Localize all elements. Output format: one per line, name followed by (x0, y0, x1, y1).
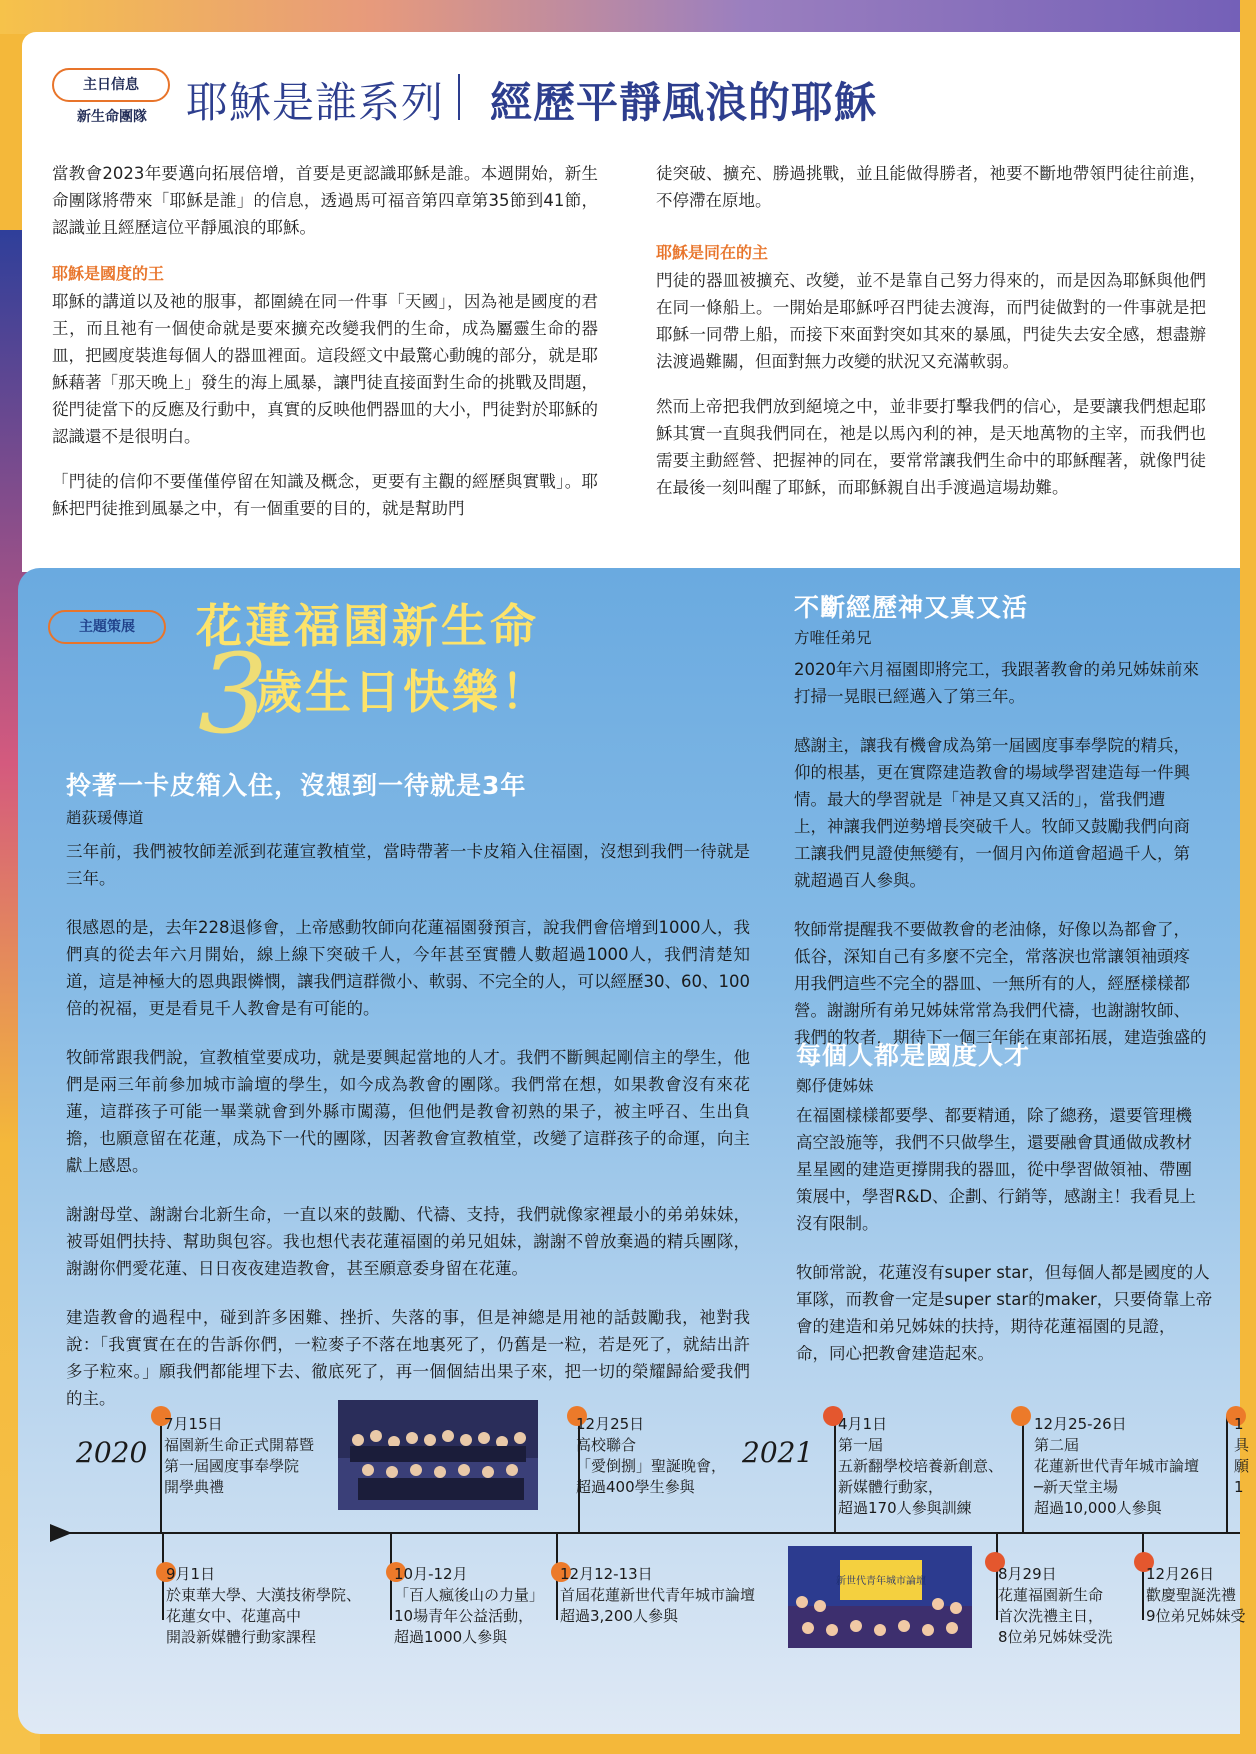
handwritten-number: 3 (198, 630, 268, 758)
timeline-event: 12月26日 歡慶聖誕洗禮 9位弟兄姊妹受 (1146, 1565, 1246, 1625)
paragraph: 然而上帝把我們放到絕境之中，並非要打擊我們的信心，是要讓我們想起耶穌其實一直與我們同在，祂是以馬內利的神，是天地萬物的主宰，而我們也需要主動經營、把握神的同在，要常常讓我們生命中的耶穌醒著，就像門徒在最後一刻叫醒了耶穌，而耶穌親自出手渡過這場劫難。 (656, 397, 1206, 497)
event-photo (788, 1546, 972, 1648)
timeline-tick (1142, 1534, 1144, 1620)
timeline-event: 12月25日 高校聯合 「愛倒捌」聖誕晚會， 超過400學生參與 (576, 1415, 727, 1496)
section-pill: 主日信息 (52, 68, 170, 102)
story-title: 每個人都是國度人才 (796, 1041, 1031, 1070)
timeline-dot (1011, 1406, 1031, 1426)
year-label: 2020 (76, 1436, 148, 1469)
page-title: 經歷平靜風浪的耶穌 (490, 78, 878, 127)
story-title: 不斷經歷神又真又活 (794, 593, 1029, 622)
text-line: 牧師常提醒我不要做教會的老油條，好像以為都會了， (794, 920, 1190, 939)
banner-text: 新世代青年城市論壇 (836, 1576, 926, 1587)
story-author: 趙荻瑗傳道 (66, 809, 144, 827)
paragraph: 牧師常跟我們說，宣教植堂要成功，就是要興起當地的人才。我們不斷興起剛信主的學生，他們是兩三年前參加城市論壇的學生，如今成為教會的團隊。我們常在想，如果教會沒有來花蓮，這群孩子可能一畢業就會到外縣市闖蕩，但他們是教會初熟的果子，被主呼召、生出負擔，也願意留在花蓮，成為下一代的團隊，因著教會宣教植堂，改變了這群孩子的命運，向主獻上感恩。 (66, 1048, 750, 1175)
paragraph: 很感恩的是，去年228退修會，上帝感動牧師向花蓮福園發預言，說我們會倍增到1000人，我們真的從去年六月開始，線上線下突破千人，今年甚至實體人數超過1000人，我們清楚知道，這是神極大的恩典跟憐憫，讓我們這群微小、軟弱、不完全的人，可以經歷30、60、100倍的祝福，更是看見千人教會是有可能的。 (66, 918, 750, 1018)
text-line: 打掃一晃眼已經邁入了第三年。 (794, 687, 1025, 706)
article-column-right (656, 160, 1206, 501)
paragraph: 建造教會的過程中，碰到許多困難、挫折、失落的事，但是神總是用祂的話鼓勵我，祂對我說：「我實實在在的告訴你們，一粒麥子不落在地裏死了，仍舊是一粒，若是死了，就結出許多子粒來。」願我們都能埋下去、徹底死了，再一個個結出果子來，把一切的榮耀歸給愛我們的主。 (66, 1308, 750, 1408)
timeline-event: 10月-12月 「百人瘋後山の力量」 10場青年公益活動， 超過1000人參與 (394, 1565, 545, 1646)
timeline-event: 1 具 願 1 (1234, 1415, 1250, 1496)
timeline-event: 7月15日 福園新生命正式開幕暨 第一屆國度事奉學院 開學典禮 (164, 1415, 315, 1496)
timeline-event: 8月29日 花蓮福園新生命 首次洗禮主日， 8位弟兄姊妹受洗 (998, 1565, 1113, 1646)
timeline-tick (834, 1416, 836, 1532)
text-line: 在福園樣樣都要學、都要精通，除了總務，還要管理機 (796, 1106, 1192, 1125)
text-line: 感謝主，讓我有機會成為第一屆國度事奉學院的精兵， (794, 736, 1190, 755)
article-column-left (52, 160, 598, 522)
year-label: 2021 (742, 1436, 814, 1469)
paragraph: 門徒的器皿被擴充、改變，並不是靠自己努力得來的，而是因為耶穌與他們在同一條船上。一開始是耶穌呼召門徒去渡海，而門徒做對的一件事就是把耶穌一同帶上船，而接下來面對突如其來的暴風，門徒失去安全感，想盡辦法渡過難關，但面對無力改變的狀況又充滿軟弱。 (656, 271, 1206, 371)
title-divider (458, 74, 460, 120)
paragraph: 「門徒的信仰不要僅僅停留在知識及概念，更要有主觀的經歷與實戰」。耶穌把門徒推到風暴之中，有一個重要的目的，就是幫助門 (52, 472, 598, 518)
story-body (796, 1102, 1256, 1367)
timeline-event: 4月1日 第一屆 五新翻學校培養新創意、 新媒體行動家， 超過170人參與訓練 (838, 1415, 1004, 1517)
text-line: 用我們這些不完全的器皿、一無所有的人，經歷樣樣都 (794, 974, 1190, 993)
timeline-tick (160, 1416, 162, 1532)
subheading-presence: 耶穌是同在的主 (656, 243, 769, 262)
intro-paragraph: 當教會2023年要邁向拓展倍增，首要是更認識耶穌是誰。本週開始，新生命團隊將帶來「耶穌是誰」的信息，透過馬可福音第四章第35節到41節，認識並且經歷這位平靜風浪的耶穌。 (52, 164, 598, 237)
story-title: 拎著一卡皮箱入住，沒想到一待就是3年 (66, 771, 527, 800)
text-line: 策展中，學習R&D、企劃、行銷等，感謝主！我看見上 (796, 1187, 1197, 1206)
timeline-tick (1022, 1416, 1024, 1532)
text-line: 沒有限制。 (796, 1214, 879, 1233)
feature-pill: 主題策展 (48, 610, 166, 644)
story-author: 鄭伃倢姊妹 (796, 1077, 874, 1095)
text-line: 情。最大的學習就是「神是又真又活的」，當我們遭 (794, 790, 1166, 809)
text-line: 命，同心把教會建造起來。 (796, 1344, 994, 1363)
story-author: 方唯任弟兄 (794, 629, 872, 647)
paragraph: 謝謝母堂、謝謝台北新生命，一直以來的鼓勵、代禱、支持，我們就像家裡最小的弟弟妹妹，被哥姐們扶持、幫助與包容。我也想代表花蓮福園的弟兄姐妹，謝謝不曾放棄過的精兵團隊，謝謝你們愛花蓮、日日夜夜建造教會，甚至願意委身留在花蓮。 (66, 1205, 750, 1278)
text-line: 軍隊，而教會一定是super star的maker，只要倚靠上帝 (796, 1290, 1213, 1309)
text-line: 營。謝謝所有弟兄姊妹常常為我們代禱，也謝謝牧師、 (794, 1001, 1190, 1020)
text-line: 會的建造和弟兄姊妹的扶持，期待花蓮福園的見證， (796, 1317, 1176, 1336)
paragraph: 三年前，我們被牧師差派到花蓮宣教植堂，當時帶著一卡皮箱入住福園，沒想到我們一待就是三年。 (66, 842, 750, 888)
team-name: 新生命團隊 (77, 109, 147, 125)
timeline-tick (1226, 1416, 1228, 1532)
feature-title-line2: 歲生日快樂！ (256, 665, 550, 719)
text-line: 就超過百人參與。 (794, 871, 926, 890)
paragraph: 耶穌的講道以及祂的服事，都圍繞在同一件事「天國」，因為祂是國度的君王，而且祂有一個使命就是要來擴充改變我們的生命，成為屬靈生命的器皿，把國度裝進每個人的器皿裡面。這段經文中最驚心動魄的部分，就是耶穌藉著「那天晚上」發生的海上風暴，讓門徒直接面對生命的挑戰及問題，從門徒當下的反應及行動中，真實的反映他們器皿的大小，門徒對於耶穌的認識還不是很明白。 (52, 292, 598, 446)
text-line: 高空設施等，我們不只做學生，還要融會貫通做成教材 (796, 1133, 1192, 1152)
text-line: 2020年六月福園即將完工，我跟著教會的弟兄姊妹前來 (794, 660, 1199, 679)
series-title: 耶穌是誰系列 (186, 78, 445, 127)
timeline-event: 12月12-13日 首屆花蓮新世代青年城市論壇 超過3,200人參與 (560, 1565, 756, 1625)
event-photo (338, 1400, 538, 1510)
text-line: 低谷，深知自己有多麼不完全，常落淚也常讓領袖頭疼 (794, 947, 1190, 966)
story-body (66, 838, 750, 1412)
text-line: 工讓我們見證使無變有，一個月內佈道會超過千人，第 (794, 844, 1190, 863)
story-body (794, 656, 1254, 1051)
subheading-king: 耶穌是國度的王 (52, 264, 165, 283)
text-line: 我們的牧者，期待下一個三年能在東部拓展，建造強盛的 (794, 1028, 1207, 1047)
text-line: 牧師常說，花蓮沒有super star，但每個人都是國度的人 (796, 1263, 1210, 1282)
top-gradient-band (0, 0, 1240, 34)
text-line: 星星國的建造更撐開我的器皿，從中學習做領袖、帶團 (796, 1160, 1192, 1179)
text-line: 上，神讓我們逆勢增長突破千人。牧師又鼓勵我們向商 (794, 817, 1190, 836)
text-line: 仰的根基，更在實際建造教會的場域學習建造每一件興 (794, 763, 1190, 782)
paragraph: 徒突破、擴充、勝過挑戰，並且能做得勝者，祂要不斷地帶領門徒往前進，不停滯在原地。 (656, 164, 1206, 210)
feature-title-line1: 花蓮福園新生命 (196, 599, 539, 653)
timeline-axis (60, 1532, 1240, 1534)
timeline-event: 9月1日 於東華大學、大漢技術學院、 花蓮女中、花蓮高中 開設新媒體行動家課程 (166, 1565, 362, 1646)
timeline-event: 12月25-26日 第二屆 花蓮新世代青年城市論壇 ─新天堂主場 超過10,000人參與 (1034, 1415, 1200, 1517)
timeline-arrow-icon (50, 1524, 72, 1542)
